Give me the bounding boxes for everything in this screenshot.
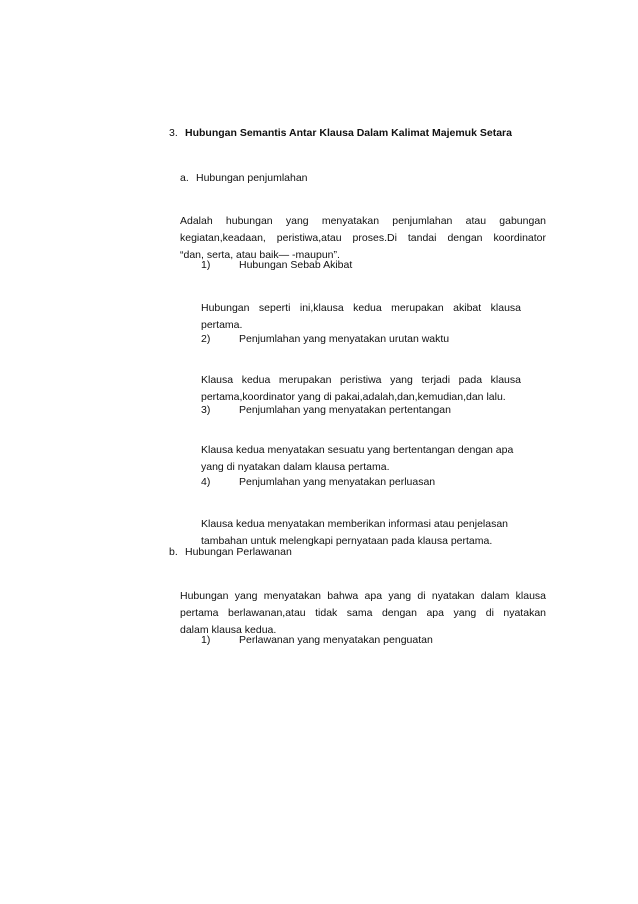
paragraph-a2 [201, 372, 521, 406]
list-item-title: Hubungan Sebab Akibat [239, 259, 353, 271]
list-item-title: Penjumlahan yang menyatakan perluasan [239, 476, 436, 488]
subheading-b-label: b. [169, 546, 178, 558]
list-item-number: 3) [201, 404, 211, 416]
list-item-a3 [201, 402, 451, 419]
subheading-b [169, 544, 292, 561]
text-line: pertama. [201, 319, 243, 331]
subheading-b-title: Hubungan Perlawanan [185, 546, 292, 558]
list-item-a1 [201, 257, 352, 274]
paragraph-a3 [201, 442, 521, 476]
list-item-a2 [201, 331, 449, 348]
list-item-number: 1) [201, 259, 211, 271]
list-item-number: 1) [201, 634, 211, 646]
text-line: Hubungan yang menyatakan bahwa apa yang di nyatakan dalam klausa [180, 590, 546, 602]
list-item-title: Penjumlahan yang menyatakan pertentangan [239, 404, 451, 416]
section-heading [169, 125, 512, 142]
text-line: Klausa kedua merupakan peristiwa yang terjadi pada klausa [201, 374, 521, 386]
heading-title: Hubungan Semantis Antar Klausa Dalam Kalimat Majemuk Setara [185, 127, 512, 139]
text-line: “dan, serta, atau baik— -maupun”. [180, 249, 340, 261]
text-line: pertama berlawanan,atau tidak sama dengan apa yang di nyatakan [180, 607, 546, 619]
list-item-number: 4) [201, 476, 211, 488]
paragraph-a1 [201, 300, 521, 334]
list-item-number: 2) [201, 333, 211, 345]
text-line: pertama,koordinator yang di pakai,adalah,dan,kemudian,dan lalu. [201, 391, 506, 403]
subheading-a-title: Hubungan penjumlahan [196, 172, 308, 184]
list-item-a4 [201, 474, 435, 491]
text-line: yang di nyatakan dalam klausa pertama. [201, 461, 390, 473]
text-line: kegiatan,keadaan, peristiwa,atau proses.Di tandai dengan koordinator [180, 232, 546, 244]
heading-number: 3. [169, 127, 178, 139]
subheading-a-label: a. [180, 172, 189, 184]
list-item-title: Penjumlahan yang menyatakan urutan waktu [239, 333, 450, 345]
list-item-b1 [201, 632, 433, 649]
list-item-title: Perlawanan yang menyatakan penguatan [239, 634, 433, 646]
text-line: Adalah hubungan yang menyatakan penjumlahan atau gabungan [180, 215, 546, 227]
text-line: tambahan untuk melengkapi pernyataan pada klausa pertama. [201, 535, 493, 547]
subheading-a [180, 170, 308, 187]
text-line: Klausa kedua menyatakan sesuatu yang bertentangan dengan apa [201, 444, 514, 456]
text-line: Klausa kedua menyatakan memberikan informasi atau penjelasan [201, 518, 509, 530]
text-line: dalam klausa kedua. [180, 624, 277, 636]
text-line: Hubungan seperti ini,klausa kedua merupakan akibat klausa [201, 302, 521, 314]
